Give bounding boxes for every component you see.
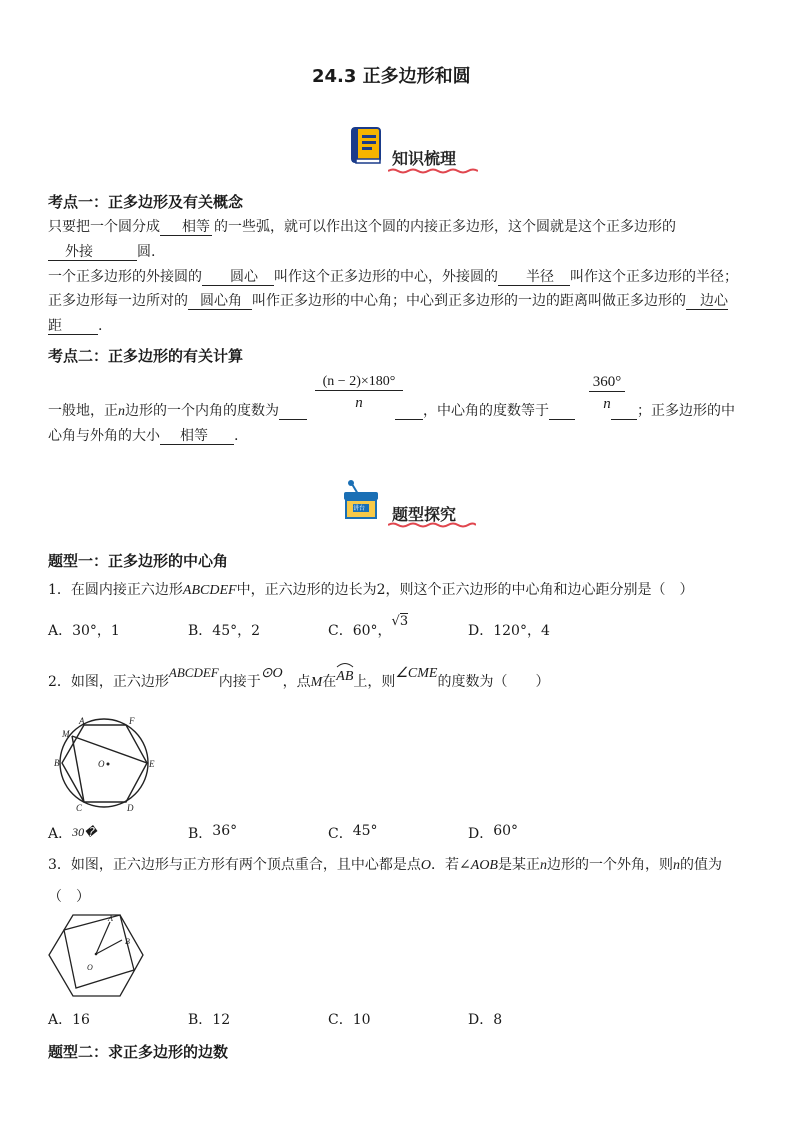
q3-label-a: A bbox=[108, 914, 113, 923]
kp1-line3-c: 叫作这个正多边形的半径； bbox=[570, 269, 738, 285]
kp2-line2-b: . bbox=[234, 428, 239, 444]
kp1-line1-a: 只要把一个圆分成 bbox=[48, 219, 160, 235]
page-title: 24.3 正多边形和圆 bbox=[312, 66, 471, 87]
kp1-line4-a: 正多边形每一边所对的 bbox=[48, 293, 188, 309]
kp2-line1-c: ，中心角的度数等于 bbox=[423, 403, 549, 419]
kp2-n: n bbox=[118, 404, 125, 419]
q1-option-a[interactable]: A．30°，1 bbox=[48, 623, 120, 639]
kp1-line3-b: 叫作这个正多边形的中心，外接圆的 bbox=[274, 269, 498, 285]
kp1-heading: 考点一：正多边形及有关概念 bbox=[48, 193, 244, 211]
kp2-blank-1b bbox=[395, 404, 423, 420]
kp1-line3 bbox=[48, 269, 738, 286]
q2-option-b[interactable]: B．36° bbox=[188, 823, 238, 842]
kp2-heading: 考点二：正多边形的有关计算 bbox=[48, 347, 244, 365]
kp2-line1-a: 一般地，正 bbox=[48, 403, 118, 419]
q2-label-o: O bbox=[98, 759, 105, 769]
central-angle-numerator: 360° bbox=[589, 374, 625, 392]
kp1-line1-b: 的一些弧，就可以作出这个圆的内接正多边形，这个圆就是这个正多边形的 bbox=[214, 219, 676, 235]
exploration-banner bbox=[338, 478, 478, 528]
exploration-banner-label: 题型探究 bbox=[392, 505, 457, 524]
kp1-blank-central-angle: 圆心角 bbox=[188, 294, 252, 310]
q2-option-d[interactable]: D．60° bbox=[468, 823, 519, 842]
kp1-line5 bbox=[48, 318, 102, 335]
q2-label-d: D bbox=[127, 803, 134, 813]
kp1-blank-equal: 相等 bbox=[160, 220, 212, 236]
kp2-line1-b: 边形的一个内角的度数为 bbox=[125, 403, 279, 419]
q3-label-b: B bbox=[125, 937, 130, 946]
kp1-line2 bbox=[48, 244, 155, 261]
q3-square bbox=[64, 915, 134, 988]
q3-stem-line2: （ ） bbox=[48, 889, 90, 905]
book-icon bbox=[350, 126, 384, 166]
knowledge-banner-label: 知识梳理 bbox=[392, 149, 457, 168]
kp2-blank-2a bbox=[549, 404, 575, 420]
q2-option-c[interactable]: C．45° bbox=[328, 823, 378, 842]
q2-label-b: B bbox=[54, 758, 60, 768]
kp1-line4 bbox=[48, 293, 728, 310]
kp2-line1 bbox=[48, 403, 735, 420]
q3-segment-ob bbox=[96, 940, 122, 954]
kp1-line3-a: 一个正多边形的外接圆的 bbox=[48, 269, 202, 285]
kp1-line5-a: . bbox=[98, 318, 103, 334]
q2-label-m: M bbox=[62, 729, 70, 739]
kp1-line2-a: 圆. bbox=[137, 244, 156, 260]
q3-figure bbox=[46, 912, 146, 1002]
podium-badge: 讲台 bbox=[353, 505, 366, 512]
q3-option-b[interactable]: B．12 bbox=[188, 1012, 231, 1028]
q2-hexagon-name: ABCDEF bbox=[168, 665, 219, 680]
q2-label-e: E bbox=[149, 759, 155, 769]
q1-option-c[interactable]: C．60°，√3 bbox=[328, 614, 409, 639]
kp1-blank-apothem-2: 距 bbox=[48, 319, 98, 335]
kp1-blank-circumscribed: 外接 bbox=[48, 245, 137, 261]
q1-option-d[interactable]: D．120°，4 bbox=[468, 623, 550, 639]
q1-option-b[interactable]: B．45°，2 bbox=[188, 623, 261, 639]
podium-icon bbox=[338, 478, 384, 524]
kp2-blank-1a bbox=[279, 404, 307, 420]
q3-option-a[interactable]: A．16 bbox=[48, 1012, 90, 1028]
q2-label-c: C bbox=[76, 803, 83, 813]
q3-label-o: O bbox=[87, 963, 93, 972]
kp2-blank-2b bbox=[611, 404, 637, 420]
q2-arc-ab: AB bbox=[336, 668, 353, 685]
kp2-line2-a: 心角与外角的大小 bbox=[48, 428, 160, 444]
kp2-blank-equal: 相等 bbox=[160, 429, 234, 445]
central-angle-denominator: n bbox=[603, 396, 611, 412]
q2-circle-o: ⊙O bbox=[260, 666, 283, 681]
q3-option-c[interactable]: C．10 bbox=[328, 1012, 371, 1028]
q2-figure bbox=[46, 716, 166, 816]
q3-stem: 3．如图，正六边形与正方形有两个顶点重合，且中心都是点O．若∠AOB是某正n边形的一个外角，则n的值为 bbox=[48, 857, 722, 873]
q3-hexagon bbox=[49, 915, 143, 996]
sqrt-3: √3 bbox=[391, 614, 409, 629]
q3-option-d[interactable]: D．8 bbox=[468, 1012, 503, 1028]
kp1-blank-center: 圆心 bbox=[202, 270, 274, 286]
q2-option-a[interactable]: A．30� bbox=[48, 825, 97, 842]
knowledge-banner bbox=[350, 126, 480, 174]
wave-underline bbox=[388, 168, 478, 174]
kp2-line2 bbox=[48, 428, 238, 445]
q2-segment-me bbox=[72, 736, 147, 763]
interior-angle-denominator: n bbox=[355, 395, 363, 411]
q1-hexagon-name: ABCDEF bbox=[182, 583, 237, 598]
q3-segment-oa bbox=[96, 922, 110, 954]
t2-heading: 题型二：求正多边形的边数 bbox=[48, 1043, 229, 1061]
q2-label-a: A bbox=[79, 716, 85, 726]
kp1-line1 bbox=[48, 219, 676, 236]
interior-angle-numerator: (n − 2)×180° bbox=[315, 374, 403, 391]
q2-stem: 2．如图，正六边形ABCDEF内接于⊙O，点M在 AB上，则∠CME的度数为（ ） bbox=[48, 665, 550, 690]
q2-label-f: F bbox=[129, 716, 135, 726]
t1-heading: 题型一：正多边形的中心角 bbox=[48, 552, 229, 570]
kp1-blank-radius: 半径 bbox=[498, 270, 570, 286]
kp2-line1-d: ；正多边形的中 bbox=[637, 403, 735, 419]
q2-angle-cme: ∠CME bbox=[395, 666, 438, 681]
kp1-blank-apothem-1: 边心 bbox=[686, 294, 728, 310]
q2-center-o bbox=[107, 763, 110, 766]
q1-stem: 1．在圆内接正六边形ABCDEF中，正六边形的边长为2，则这个正六边形的中心角和边心距分别是（ ） bbox=[48, 582, 694, 598]
kp1-line4-b: 叫作正多边形的中心角；中心到正多边形的一边的距离叫做正多边形的 bbox=[252, 293, 686, 309]
wave-underline bbox=[388, 522, 476, 528]
